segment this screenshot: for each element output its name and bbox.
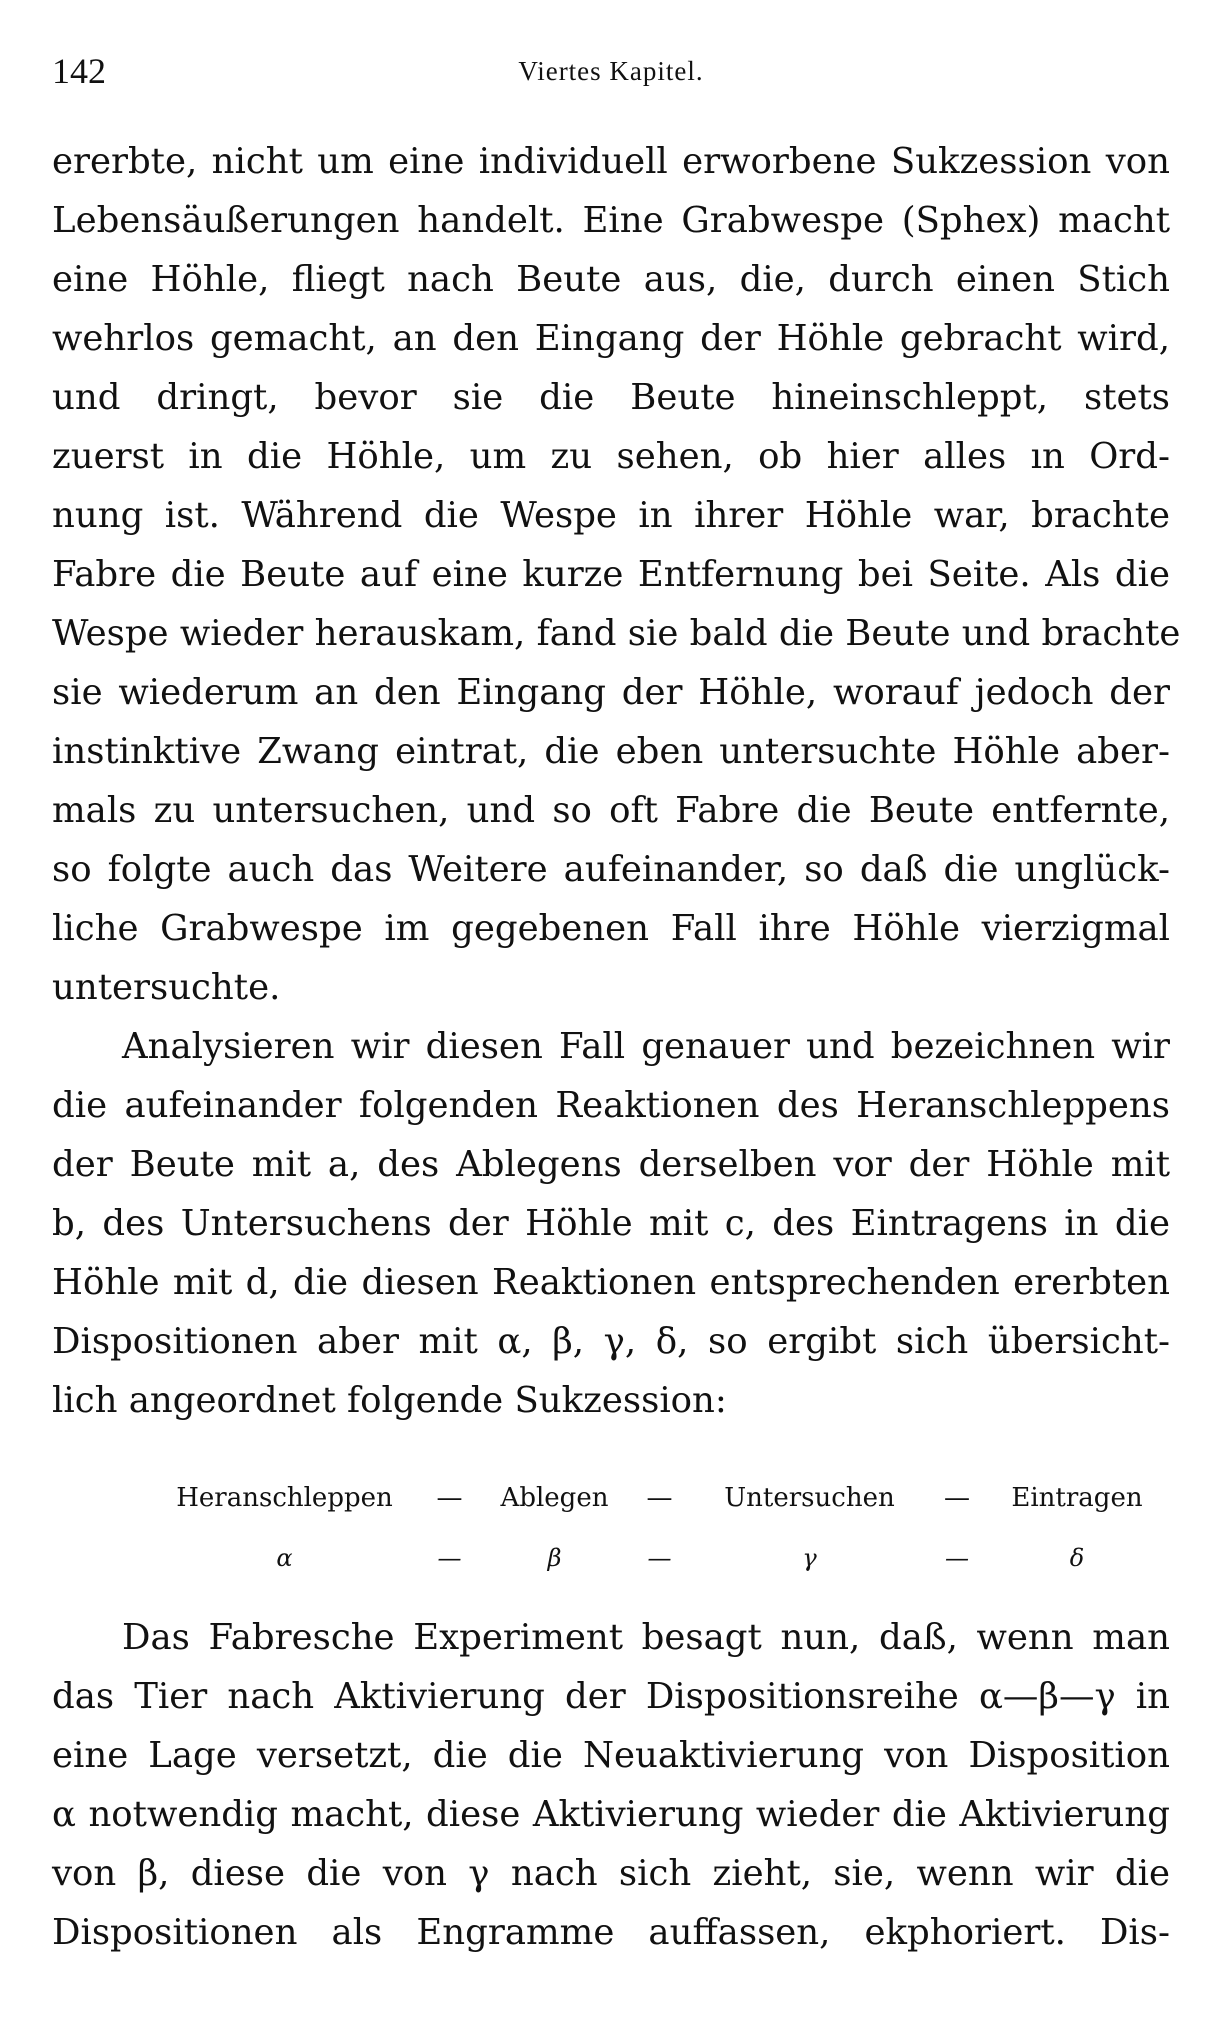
paragraph-1 (52, 132, 1181, 1017)
text-line: der Beute mit a, des Ablegens derselben vor der Höhle mit (52, 1144, 1170, 1185)
text-line: Analysieren wir diesen Fall genauer und bezeichnen wir (122, 1026, 1170, 1067)
text-line: instinktive Zwang eintrat, die eben untersuchte Höhle aber- (52, 731, 1170, 772)
text-line: untersuchte. (52, 967, 281, 1008)
text-line: nung ist. Während die Wespe in ihrer Höhle war, brachte (52, 495, 1170, 536)
paragraph-3 (52, 1608, 1170, 1962)
schema-action: Ablegen (500, 1483, 609, 1513)
text-line: α notwendig macht, diese Aktivierung wieder die Aktivierung (52, 1794, 1170, 1835)
text-line: mals zu untersuchen, und so oft Fabre die Beute entfernte, (52, 790, 1170, 831)
schema-dispositions-row (152, 1528, 1170, 1588)
text-line: eine Höhle, fliegt nach Beute aus, die, durch einen Stich (52, 259, 1170, 300)
text-line: lich angeordnet folgende Sukzession: (52, 1380, 727, 1421)
text-line: zuerst in die Höhle, um zu sehen, ob hier alles ın Ord- (52, 436, 1170, 477)
text-line: von β, diese die von γ nach sich zieht, sie, wenn wir die (52, 1853, 1170, 1894)
schema-disposition: α (276, 1544, 293, 1572)
schema-dash: — (944, 1483, 970, 1513)
schema-dash: — (647, 1544, 672, 1572)
text-line: Wespe wieder herauskam, fand sie bald die Beute und brachte (52, 613, 1181, 654)
schema-dash: — (945, 1544, 969, 1572)
text-line: ererbte, nicht um eine individuell erworbene Sukzession von (52, 141, 1170, 182)
schema-action: Eintragen (1011, 1483, 1143, 1513)
text-line: Dispositionen aber mit α, β, γ, δ, so ergibt sich übersicht- (52, 1321, 1170, 1362)
schema-disposition: δ (1069, 1544, 1085, 1572)
text-line: eine Lage versetzt, die die Neuaktivierung von Disposition (52, 1735, 1170, 1776)
text-line: Dispositionen als Engramme auffassen, ekphoriert. Dis- (52, 1912, 1170, 1953)
schema-disposition: γ (802, 1544, 817, 1572)
text-line: das Tier nach Aktivierung der Dispositionsreihe α—β—γ in (52, 1676, 1170, 1717)
paragraph-2 (52, 1017, 1170, 1430)
text-line: Höhle mit d, die diesen Reaktionen entsprechenden ererbten (52, 1262, 1170, 1303)
schema-actions-row (152, 1468, 1170, 1528)
schema-dash: — (437, 1544, 462, 1572)
schema-action: Untersuchen (724, 1483, 895, 1513)
text-line: Fabre die Beute auf eine kurze Entfernung bei Seite. Als die (52, 554, 1170, 595)
text-line: und dringt, bevor sie die Beute hineinschleppt, stets (52, 377, 1170, 418)
body-text-upper (52, 132, 1181, 1430)
text-line: liche Grabwespe im gegebenen Fall ihre Höhle vierzigmal (52, 908, 1170, 949)
schema-disposition: β (547, 1544, 562, 1572)
text-line: Lebensäußerungen handelt. Eine Grabwespe (Sphex) macht (52, 200, 1170, 241)
text-line: sie wiederum an den Eingang der Höhle, worauf jedoch der (52, 672, 1170, 713)
schema-dash: — (436, 1483, 463, 1513)
text-line: wehrlos gemacht, an den Eingang der Höhle gebracht wird, (52, 318, 1170, 359)
body-text-lower (52, 1608, 1170, 1962)
running-head (52, 50, 1170, 102)
text-line: b, des Untersuchens der Höhle mit c, des Eintragens in die (52, 1203, 1170, 1244)
text-line: so folgte auch das Weitere aufeinander, so daß die unglück- (52, 849, 1170, 890)
schema-dash: — (646, 1483, 673, 1513)
page-number: 142 (52, 51, 106, 91)
text-line: die aufeinander folgenden Reaktionen des Heranschleppens (52, 1085, 1170, 1126)
succession-schema (52, 1468, 1170, 1588)
chapter-title: Viertes Kapitel. (518, 56, 704, 86)
text-line: Das Fabresche Experiment besagt nun, daß, wenn man (122, 1617, 1170, 1658)
schema-action: Heranschleppen (176, 1483, 393, 1513)
